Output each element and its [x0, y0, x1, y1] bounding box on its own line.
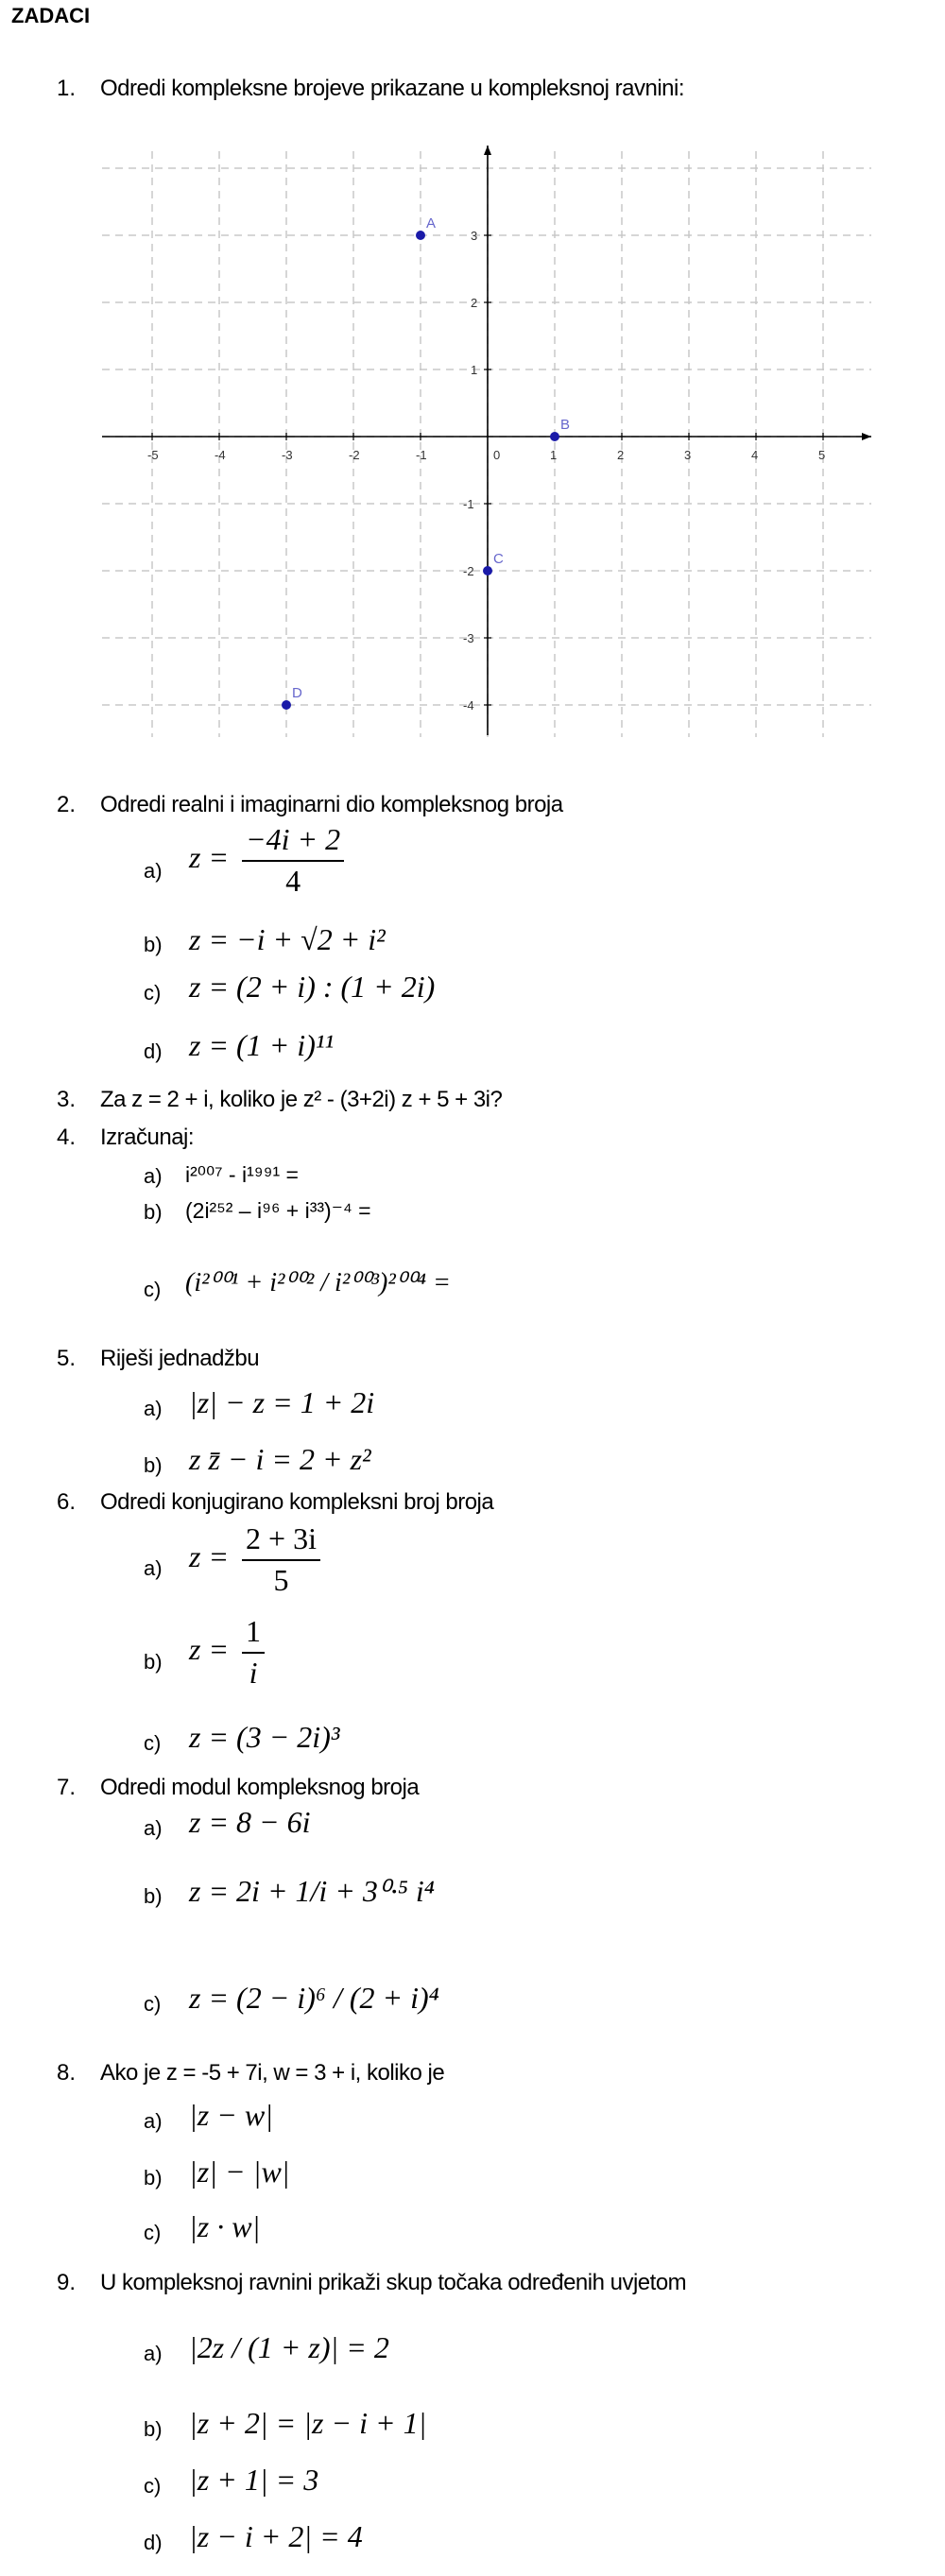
q2-b-label: b)	[144, 933, 163, 956]
x-tick-label: -3	[282, 448, 293, 462]
q2-d-label: d)	[144, 1039, 163, 1063]
real-axis-arrow	[862, 433, 871, 440]
q8-a-label: a)	[144, 2109, 163, 2133]
q5-a-expression: |z| − z = 1 + 2i	[189, 1385, 375, 1419]
point-label-B: B	[560, 417, 571, 433]
q4-b-label: b)	[144, 1200, 163, 1224]
x-tick-label: 5	[818, 448, 826, 462]
y-tick-label: 3	[471, 229, 478, 243]
q4-c-expression: (i²⁰⁰¹ + i²⁰⁰² / i²⁰⁰³)²⁰⁰⁴ =	[185, 1268, 451, 1297]
q8-a-expression: |z − w|	[189, 2098, 273, 2132]
plotted-points	[282, 215, 570, 710]
q9-a-label: a)	[144, 2342, 163, 2365]
q5-a-label: a)	[144, 1397, 163, 1420]
q9-text: U kompleksnoj ravnini prikaži skup točaka određenih uvjetom	[100, 2270, 687, 2295]
q8-b-expression: |z| − |w|	[189, 2155, 290, 2189]
q2-a-fraction	[242, 824, 344, 897]
q4-number: 4.	[57, 1125, 77, 1150]
q6-c-label: c)	[144, 1731, 162, 1755]
q5-number: 5.	[57, 1346, 77, 1371]
q3-text: Za z = 2 + i, koliko je z² - (3+2i) z + 5 + 3i?	[100, 1087, 503, 1112]
q9-a-expression: |2z / (1 + z)| = 2	[189, 2330, 389, 2364]
q9-number: 9.	[57, 2270, 77, 2295]
imaginary-axis-arrow	[484, 146, 491, 155]
q4-b-expression: (2i²⁵² – i⁹⁶ + i³³)⁻⁴ =	[185, 1198, 371, 1223]
x-tick-label: 4	[751, 448, 759, 462]
q9-c-expression: |z + 1| = 3	[189, 2463, 319, 2497]
q3-number: 3.	[57, 1087, 77, 1112]
complex-plane-graph	[94, 142, 879, 747]
q2-a-label: a)	[144, 859, 163, 883]
q6-b-expression	[189, 1616, 270, 1689]
point-A	[416, 231, 425, 240]
q7-b-expression: z = 2i + 1/i + 3⁰·⁵ i⁴	[189, 1874, 435, 1908]
q5-b-expression: z z̄ − i = 2 + z²	[189, 1442, 371, 1476]
q6-b-numerator: 1	[242, 1616, 265, 1654]
q8-b-label: b)	[144, 2166, 163, 2190]
q2-c-label: c)	[144, 981, 162, 1005]
q6-a-numerator: 2 + 3i	[242, 1523, 320, 1561]
q8-c-label: c)	[144, 2221, 162, 2244]
q4-text: Izračunaj:	[100, 1125, 195, 1150]
x-tick-label: 1	[550, 448, 558, 462]
q6-b-denominator: i	[249, 1655, 258, 1690]
x-tick-label: 2	[617, 448, 625, 462]
point-D	[282, 700, 291, 710]
q7-c-label: c)	[144, 1992, 162, 2016]
q6-a-lhs: z =	[189, 1538, 230, 1573]
y-tick-label: 2	[471, 296, 478, 310]
q6-a-expression	[189, 1523, 326, 1596]
point-B	[550, 432, 559, 441]
q9-d-label: d)	[144, 2531, 163, 2554]
point-C	[483, 566, 492, 575]
x-tick-label: -5	[147, 448, 159, 462]
q2-number: 2.	[57, 792, 77, 817]
q6-b-fraction	[242, 1616, 265, 1689]
q7-b-label: b)	[144, 1884, 163, 1908]
q9-d-expression: |z − i + 2| = 4	[189, 2519, 363, 2553]
q4-a-label: a)	[144, 1164, 163, 1188]
q4-c-label: c)	[144, 1278, 162, 1301]
q9-b-expression: |z + 2| = |z − i + 1|	[189, 2406, 427, 2440]
y-tick-label: 1	[471, 363, 478, 377]
x-tick-label: 0	[493, 448, 501, 462]
q7-a-expression: z = 8 − 6i	[189, 1805, 311, 1839]
q6-text: Odredi konjugirano kompleksni broj broja	[100, 1489, 494, 1515]
y-tick-label: -4	[463, 698, 474, 713]
q2-text: Odredi realni i imaginarni dio kompleksnog broja	[100, 792, 563, 817]
q7-number: 7.	[57, 1775, 77, 1800]
q2-a-expression	[189, 824, 350, 897]
q2-d-expression: z = (1 + i)¹¹	[189, 1028, 335, 1062]
y-tick-label: -2	[463, 564, 474, 578]
q8-text: Ako je z = -5 + 7i, w = 3 + i, koliko je	[100, 2060, 445, 2086]
q6-number: 6.	[57, 1489, 77, 1515]
q2-a-lhs: z =	[189, 839, 230, 874]
y-tick-label: -3	[463, 631, 474, 645]
q6-b-lhs: z =	[189, 1631, 230, 1666]
x-tick-label: -2	[349, 448, 360, 462]
point-label-A: A	[426, 215, 437, 232]
q2-b-expression: z = −i + √2 + i²	[189, 922, 386, 956]
x-tick-label: -4	[215, 448, 226, 462]
q1-number: 1.	[57, 76, 77, 101]
q6-a-label: a)	[144, 1556, 163, 1580]
grid-lines	[102, 151, 871, 737]
q9-b-label: b)	[144, 2417, 163, 2441]
q6-a-denominator: 5	[273, 1562, 289, 1597]
q5-b-label: b)	[144, 1453, 163, 1477]
q2-a-numerator: −4i + 2	[242, 824, 344, 862]
point-label-D: D	[292, 685, 302, 701]
q7-a-label: a)	[144, 1816, 163, 1840]
q7-text: Odredi modul kompleksnog broja	[100, 1775, 420, 1800]
q6-a-fraction	[242, 1523, 320, 1596]
q8-number: 8.	[57, 2060, 77, 2086]
y-tick-label: -1	[463, 497, 474, 511]
q9-c-label: c)	[144, 2474, 162, 2498]
q6-b-label: b)	[144, 1650, 163, 1674]
q1-text: Odredi kompleksne brojeve prikazane u kompleksnoj ravnini:	[100, 76, 684, 101]
q2-a-denominator: 4	[285, 863, 301, 898]
q7-c-expression: z = (2 − i)⁶ / (2 + i)⁴	[189, 1981, 439, 2015]
q2-c-expression: z = (2 + i) : (1 + 2i)	[189, 970, 436, 1004]
tick-labels	[147, 229, 825, 713]
point-label-C: C	[493, 551, 504, 567]
x-tick-label: 3	[684, 448, 692, 462]
x-tick-label: -1	[416, 448, 427, 462]
q5-text: Riješi jednadžbu	[100, 1346, 260, 1371]
q4-a-expression: i²⁰⁰⁷ - i¹⁹⁹¹ =	[185, 1162, 299, 1187]
page-title: ZADACI	[11, 4, 91, 27]
q6-c-expression: z = (3 − 2i)³	[189, 1720, 340, 1754]
q8-c-expression: |z · w|	[189, 2209, 261, 2243]
